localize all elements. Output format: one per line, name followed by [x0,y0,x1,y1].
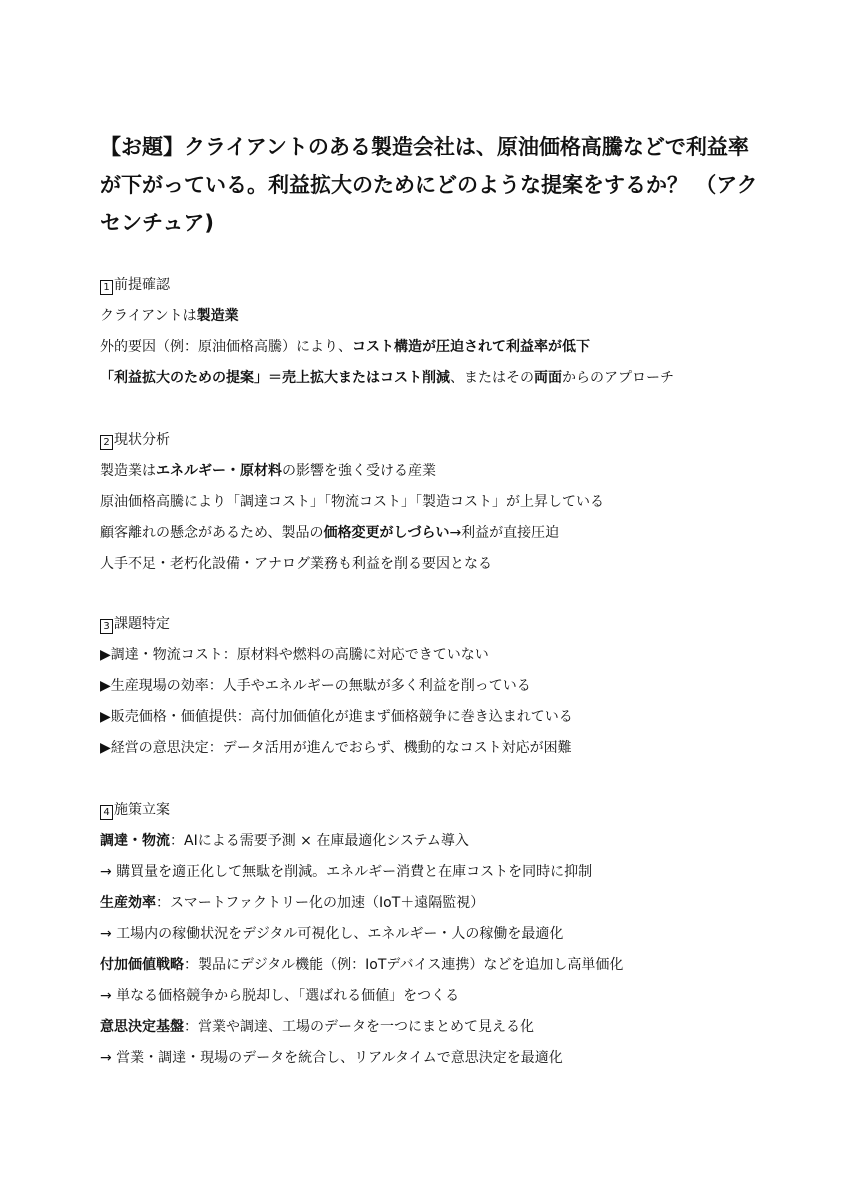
text-run: 、またはその [450,370,534,386]
bold-text-run: 両面 [534,370,562,386]
text-line [100,640,800,671]
section-heading [100,270,800,301]
bold-text-run: 付加価値戦略 [100,957,184,973]
section-heading [100,609,800,640]
text-run: 顧客離れの懸念があるため、製品の [100,525,324,541]
text-run: 人手不足・老朽化設備・アナログ業務も利益を削る要因となる [100,556,492,572]
text-line [100,950,800,981]
text-run: ▶販売価格・価値提供：高付加価値化が進まず価格競争に巻き込まれている [100,709,573,725]
text-run: ▶調達・物流コスト：原材料や燃料の高騰に対応できていない [100,647,489,663]
text-run: → 営業・調達・現場のデータを統合し、リアルタイムで意思決定を最適化 [100,1050,563,1066]
bold-text-run: 価格変更がしづらい [323,525,450,541]
text-line [100,857,800,888]
text-run: →利益が直接圧迫 [449,525,560,541]
text-line [100,888,800,919]
bold-text-run: コスト構造が圧迫されて利益率が低下 [352,339,590,355]
text-line [100,1043,800,1074]
text-line [100,363,800,394]
bold-text-run: エネルギー・原材料 [156,463,282,479]
text-line [100,332,800,363]
section-heading-label: 施策立案 [114,802,170,818]
text-run: ▶経営の意思決定：データ活用が進んでおらず、機動的なコスト対応が困難 [100,740,572,756]
text-line [100,981,800,1012]
section-premise [100,270,800,394]
text-line [100,671,800,702]
text-run: 原油価格高騰により「調達コスト」「物流コスト」「製造コスト」が上昇している [100,494,604,510]
text-line [100,301,800,332]
section-heading [100,795,800,826]
bold-text-run: 意思決定基盤 [100,1019,184,1035]
bold-text-run: 「利益拡大のための提案」＝売上拡大またはコスト削減 [100,370,450,386]
section-number-box: 4 [100,805,113,820]
section-heading-label: 課題特定 [114,616,170,632]
text-run: 製造業は [100,463,156,479]
text-line [100,518,800,549]
section-heading-label: 現状分析 [114,432,170,448]
text-line [100,826,800,857]
text-run: 外的要因（例：原油価格高騰）により、 [100,339,352,355]
text-run: ▶生産現場の効率：人手やエネルギーの無駄が多く利益を削っている [100,678,531,694]
text-line [100,456,800,487]
section-number-box: 1 [100,280,113,295]
bold-text-run: 調達・物流 [100,833,170,849]
text-run: ：製品にデジタル機能（例：IoTデバイス連携）などを追加し高単価化 [184,957,624,973]
text-run: ：営業や調達、工場のデータを一つにまとめて見える化 [184,1019,534,1035]
text-run: の影響を強く受ける産業 [282,463,436,479]
text-run: からのアプローチ [562,370,674,386]
text-run: クライアントは [100,308,197,324]
text-line [100,702,800,733]
section-number-box: 3 [100,619,113,634]
text-line [100,919,800,950]
page-title: 【お題】クライアントのある製造会社は、原油価格高騰などで利益率が下がっている。利益拡大のためにどのような提案をするか？ （アクセンチュア) [100,135,758,235]
section-number-box: 2 [100,435,113,450]
text-run: ：スマートファクトリー化の加速（IoT＋遠隔監視） [156,895,485,911]
section-heading [100,425,800,456]
bold-text-run: 製造業 [196,308,239,324]
section-issues [100,609,800,764]
text-run: → 工場内の稼働状況をデジタル可視化し、エネルギー・人の稼働を最適化 [100,926,564,942]
section-measures [100,795,800,1074]
text-run: ：AIによる需要予測 × 在庫最適化システム導入 [170,833,469,849]
text-run: → 単なる価格競争から脱却し、「選ばれる価値」をつくる [100,988,460,1004]
bold-text-run: 生産効率 [100,895,156,911]
text-line [100,549,800,580]
section-analysis [100,425,800,580]
text-line [100,733,800,764]
text-line [100,487,800,518]
section-heading-label: 前提確認 [114,277,170,293]
text-run: → 購買量を適正化して無駄を削減。エネルギー消費と在庫コストを同時に抑制 [100,864,593,880]
text-line [100,1012,800,1043]
